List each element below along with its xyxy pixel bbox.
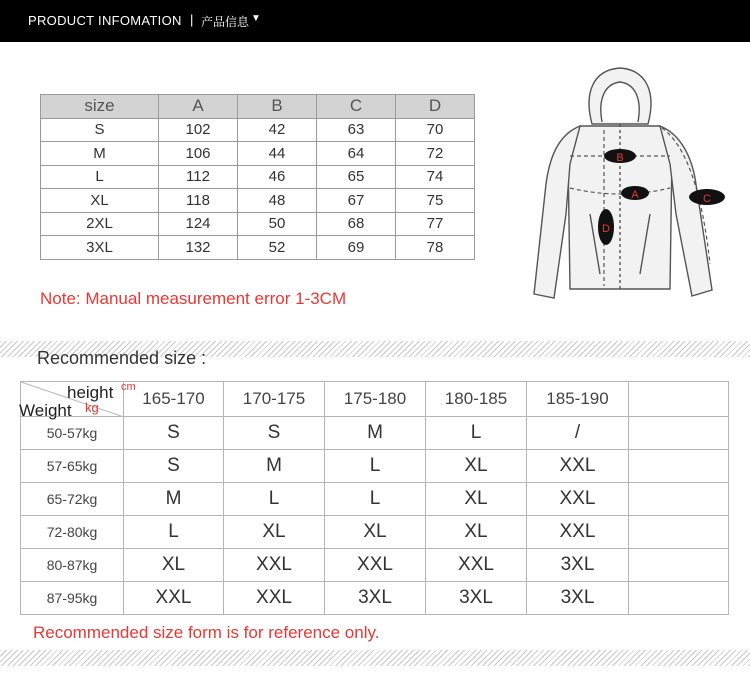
- recommended-size-cell: [629, 582, 729, 615]
- measure-c-cell: 65: [317, 165, 396, 189]
- hatch-divider-bottom: [0, 650, 750, 666]
- height-label: height: [67, 383, 114, 402]
- recommended-row: [21, 483, 729, 516]
- marker-a-label: A: [631, 189, 639, 201]
- measure-a-cell: 112: [159, 165, 238, 189]
- recommended-size-cell: 3XL: [325, 582, 426, 615]
- recommended-size-cell: [629, 450, 729, 483]
- measure-d-cell: 74: [396, 165, 475, 189]
- measure-b-cell: 52: [238, 236, 317, 260]
- size-cell: M: [41, 142, 159, 166]
- recommended-size-cell: /: [527, 417, 629, 450]
- recommended-size-cell: S: [124, 450, 224, 483]
- measure-c-cell: 68: [317, 212, 396, 236]
- recommended-size-cell: XXL: [527, 450, 629, 483]
- marker-c-label: C: [703, 193, 711, 205]
- recommended-size-cell: M: [325, 417, 426, 450]
- measure-d-cell: 77: [396, 212, 475, 236]
- size-chart-row: [41, 189, 475, 213]
- recommended-size-cell: XXL: [426, 549, 527, 582]
- size-chart-header-row: [41, 95, 475, 119]
- size-chart-row: [41, 142, 475, 166]
- jacket-measurement-diagram: [520, 64, 730, 304]
- measure-b-cell: 46: [238, 165, 317, 189]
- size-cell: XL: [41, 189, 159, 213]
- measure-b-cell: 48: [238, 189, 317, 213]
- product-info-title: PRODUCT INFOMATION: [28, 13, 182, 28]
- height-range-header: [629, 382, 729, 417]
- marker-b-label: B: [616, 152, 624, 164]
- measure-c-cell: 69: [317, 236, 396, 260]
- height-unit: cm: [121, 381, 136, 393]
- weight-range-cell: 50-57kg: [21, 417, 124, 450]
- jacket-outline: [534, 68, 712, 298]
- size-chart-row: [41, 236, 475, 260]
- measure-d-cell: 72: [396, 142, 475, 166]
- height-range-header: 180-185: [426, 382, 527, 417]
- caret-down-icon: ▼: [251, 13, 261, 24]
- marker-d-label: D: [602, 223, 610, 235]
- weight-unit: kg: [85, 400, 99, 415]
- recommended-row: [21, 516, 729, 549]
- header-separator: |: [190, 12, 194, 27]
- recommended-size-cell: XXL: [224, 549, 325, 582]
- recommended-size-cell: L: [325, 483, 426, 516]
- recommended-size-cell: XL: [426, 516, 527, 549]
- recommended-size-cell: S: [224, 417, 325, 450]
- measure-a-cell: 118: [159, 189, 238, 213]
- recommended-size-cell: M: [124, 483, 224, 516]
- recommended-row: [21, 549, 729, 582]
- recommended-size-cell: XL: [426, 450, 527, 483]
- weight-range-cell: 57-65kg: [21, 450, 124, 483]
- recommended-size-cell: XL: [224, 516, 325, 549]
- size-cell: S: [41, 118, 159, 142]
- size-chart-header-size: size: [41, 95, 159, 119]
- marker-d: [598, 209, 614, 245]
- recommended-size-cell: XL: [124, 549, 224, 582]
- recommended-size-cell: XXL: [527, 516, 629, 549]
- size-cell: 3XL: [41, 236, 159, 260]
- recommended-size-cell: XXL: [527, 483, 629, 516]
- height-weight-corner-cell: [19, 381, 136, 420]
- size-chart-header-b: B: [238, 95, 317, 119]
- measurement-error-note: Note: Manual measurement error 1-3CM: [40, 289, 347, 308]
- height-range-header: 175-180: [325, 382, 426, 417]
- measure-c-cell: 63: [317, 118, 396, 142]
- header-bar: [0, 0, 750, 42]
- measure-a-cell: 102: [159, 118, 238, 142]
- measure-a-cell: 132: [159, 236, 238, 260]
- size-chart-row: [41, 118, 475, 142]
- size-cell: 2XL: [41, 212, 159, 236]
- measure-b-cell: 44: [238, 142, 317, 166]
- recommended-row: [21, 582, 729, 615]
- recommended-size-cell: S: [124, 417, 224, 450]
- size-chart-row: [41, 165, 475, 189]
- measure-a-cell: 124: [159, 212, 238, 236]
- recommended-header-row: [21, 382, 729, 417]
- measure-d-cell: 70: [396, 118, 475, 142]
- height-range-header: 170-175: [224, 382, 325, 417]
- recommended-size-cell: 3XL: [426, 582, 527, 615]
- recommended-size-title: Recommended size :: [37, 348, 207, 368]
- recommended-size-cell: XL: [426, 483, 527, 516]
- size-chart-row: [41, 212, 475, 236]
- size-chart-header-c: C: [317, 95, 396, 119]
- recommended-size-cell: M: [224, 450, 325, 483]
- size-chart-header-a: A: [159, 95, 238, 119]
- measure-c-cell: 67: [317, 189, 396, 213]
- measure-c-cell: 64: [317, 142, 396, 166]
- recommended-row: [21, 450, 729, 483]
- recommended-size-cell: L: [426, 417, 527, 450]
- weight-label: Weight: [19, 401, 72, 420]
- measure-a-cell: 106: [159, 142, 238, 166]
- recommended-size-cell: [629, 549, 729, 582]
- weight-range-cell: 65-72kg: [21, 483, 124, 516]
- size-chart-header-d: D: [396, 95, 475, 119]
- measure-b-cell: 42: [238, 118, 317, 142]
- recommended-size-cell: L: [124, 516, 224, 549]
- recommended-size-cell: [629, 417, 729, 450]
- size-cell: L: [41, 165, 159, 189]
- recommended-row: [21, 417, 729, 450]
- product-info-title-cn: 产品信息: [201, 15, 250, 29]
- size-chart-table: [40, 94, 475, 260]
- height-range-header: 185-190: [527, 382, 629, 417]
- recommended-size-cell: [629, 483, 729, 516]
- height-range-header: 165-170: [124, 382, 224, 417]
- measure-b-cell: 50: [238, 212, 317, 236]
- recommended-size-table: [20, 381, 729, 615]
- recommended-size-cell: L: [325, 450, 426, 483]
- recommended-size-cell: XXL: [124, 582, 224, 615]
- recommended-size-cell: XXL: [224, 582, 325, 615]
- recommended-size-cell: XXL: [325, 549, 426, 582]
- recommended-size-cell: XL: [325, 516, 426, 549]
- recommended-size-cell: [629, 516, 729, 549]
- recommended-size-cell: L: [224, 483, 325, 516]
- recommended-size-cell: 3XL: [527, 582, 629, 615]
- marker-c: [689, 189, 725, 205]
- measure-d-cell: 78: [396, 236, 475, 260]
- weight-range-cell: 72-80kg: [21, 516, 124, 549]
- recommended-size-cell: 3XL: [527, 549, 629, 582]
- measure-d-cell: 75: [396, 189, 475, 213]
- weight-range-cell: 80-87kg: [21, 549, 124, 582]
- weight-range-cell: 87-95kg: [21, 582, 124, 615]
- reference-note: Recommended size form is for reference only.: [33, 623, 380, 642]
